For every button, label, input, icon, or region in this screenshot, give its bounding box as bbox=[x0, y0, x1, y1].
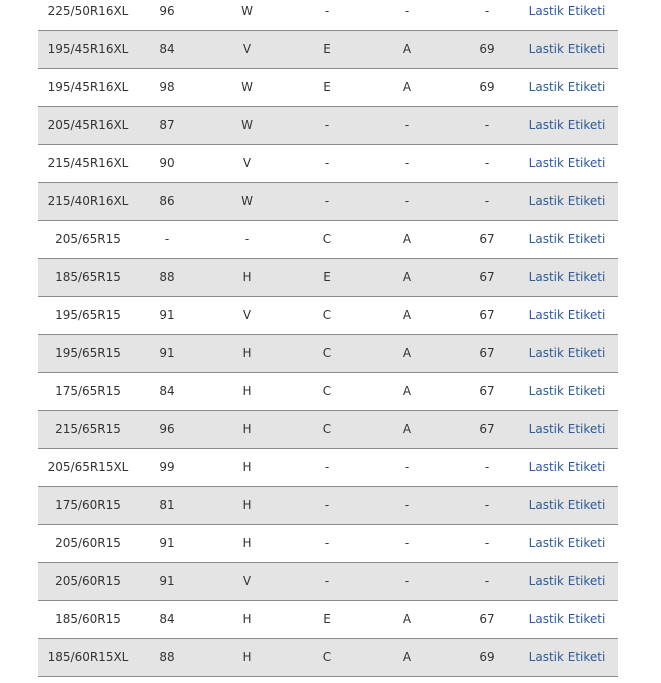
tire-size-cell: 225/50R16XL bbox=[47, 4, 129, 18]
fuel-efficiency-cell: C bbox=[322, 384, 332, 398]
wet-grip-cell: A bbox=[402, 308, 412, 322]
tire-label-link[interactable]: Lastik Etiketi bbox=[528, 384, 606, 398]
wet-grip-cell: A bbox=[402, 422, 412, 436]
noise-level-cell: 67 bbox=[479, 612, 495, 626]
load-index-cell: 96 bbox=[159, 4, 175, 18]
tire-label-cell bbox=[516, 487, 618, 524]
row-8 bbox=[38, 297, 618, 335]
speed-index-cell: H bbox=[242, 460, 252, 474]
tire-size-cell: 175/60R15 bbox=[55, 498, 121, 512]
speed-index-cell: H bbox=[242, 650, 252, 664]
load-index-cell: 96 bbox=[159, 422, 175, 436]
speed-index-cell: W bbox=[241, 4, 253, 18]
tire-size-cell: 205/65R15XL bbox=[47, 460, 129, 474]
wet-grip-cell: A bbox=[402, 232, 412, 246]
tire-label-link[interactable]: Lastik Etiketi bbox=[528, 80, 606, 94]
load-index-cell: 84 bbox=[159, 612, 175, 626]
tire-size-cell: 215/65R15 bbox=[55, 422, 121, 436]
wet-grip-cell: - bbox=[404, 118, 410, 132]
row-7 bbox=[38, 259, 618, 297]
row-2 bbox=[38, 69, 618, 107]
tire-label-cell bbox=[516, 411, 618, 448]
load-index-cell: 81 bbox=[159, 498, 175, 512]
speed-index-cell: V bbox=[242, 574, 252, 588]
load-index-cell: 91 bbox=[159, 346, 175, 360]
tire-size-cell: 195/45R16XL bbox=[47, 80, 129, 94]
noise-level-cell: - bbox=[484, 536, 490, 550]
load-index-cell: 87 bbox=[159, 118, 175, 132]
noise-level-cell: 67 bbox=[479, 384, 495, 398]
tire-label-link[interactable]: Lastik Etiketi bbox=[528, 536, 606, 550]
fuel-efficiency-cell: E bbox=[323, 80, 331, 94]
speed-index-cell: V bbox=[242, 156, 252, 170]
tire-label-link[interactable]: Lastik Etiketi bbox=[528, 498, 606, 512]
noise-level-cell: 67 bbox=[479, 422, 495, 436]
wet-grip-cell: A bbox=[402, 650, 412, 664]
tire-label-link[interactable]: Lastik Etiketi bbox=[528, 118, 606, 132]
tire-label-cell bbox=[516, 259, 618, 296]
tire-size-cell: 215/45R16XL bbox=[47, 156, 129, 170]
speed-index-cell: H bbox=[242, 384, 252, 398]
wet-grip-cell: A bbox=[402, 384, 412, 398]
tire-size-cell: 205/65R15 bbox=[55, 232, 121, 246]
noise-level-cell: 67 bbox=[479, 308, 495, 322]
noise-level-cell: 67 bbox=[479, 346, 495, 360]
speed-index-cell: - bbox=[244, 232, 250, 246]
load-index-cell: 88 bbox=[159, 650, 175, 664]
tire-size-cell: 195/65R15 bbox=[55, 346, 121, 360]
noise-level-cell: 69 bbox=[479, 42, 495, 56]
load-index-cell: 91 bbox=[159, 308, 175, 322]
wet-grip-cell: - bbox=[404, 574, 410, 588]
tire-label-cell bbox=[516, 563, 618, 600]
tire-size-cell: 185/65R15 bbox=[55, 270, 121, 284]
wet-grip-cell: - bbox=[404, 498, 410, 512]
tire-label-link[interactable]: Lastik Etiketi bbox=[528, 460, 606, 474]
fuel-efficiency-cell: C bbox=[322, 422, 332, 436]
wet-grip-cell: - bbox=[404, 194, 410, 208]
fuel-efficiency-cell: C bbox=[322, 346, 332, 360]
tire-table bbox=[38, 0, 618, 677]
fuel-efficiency-cell: - bbox=[324, 118, 330, 132]
tire-label-cell bbox=[516, 335, 618, 372]
tire-size-cell: 205/60R15 bbox=[55, 574, 121, 588]
speed-index-cell: H bbox=[242, 346, 252, 360]
tire-label-link[interactable]: Lastik Etiketi bbox=[528, 346, 606, 360]
tire-label-link[interactable]: Lastik Etiketi bbox=[528, 194, 606, 208]
load-index-cell: 91 bbox=[159, 536, 175, 550]
noise-level-cell: - bbox=[484, 118, 490, 132]
load-index-cell: 84 bbox=[159, 42, 175, 56]
tire-label-cell bbox=[516, 145, 618, 182]
row-11 bbox=[38, 411, 618, 449]
row-17 bbox=[38, 639, 618, 677]
tire-label-cell bbox=[516, 107, 618, 144]
noise-level-cell: 67 bbox=[479, 232, 495, 246]
wet-grip-cell: - bbox=[404, 156, 410, 170]
tire-label-cell bbox=[516, 601, 618, 638]
fuel-efficiency-cell: E bbox=[323, 270, 331, 284]
noise-level-cell: - bbox=[484, 194, 490, 208]
row-0 bbox=[38, 0, 618, 31]
row-16 bbox=[38, 601, 618, 639]
speed-index-cell: H bbox=[242, 498, 252, 512]
wet-grip-cell: A bbox=[402, 346, 412, 360]
load-index-cell: - bbox=[164, 232, 170, 246]
noise-level-cell: 67 bbox=[479, 270, 495, 284]
load-index-cell: 90 bbox=[159, 156, 175, 170]
row-5 bbox=[38, 183, 618, 221]
noise-level-cell: - bbox=[484, 4, 490, 18]
tire-size-cell: 205/45R16XL bbox=[47, 118, 129, 132]
wet-grip-cell: A bbox=[402, 42, 412, 56]
speed-index-cell: H bbox=[242, 536, 252, 550]
speed-index-cell: H bbox=[242, 270, 252, 284]
noise-level-cell: 69 bbox=[479, 650, 495, 664]
row-9 bbox=[38, 335, 618, 373]
fuel-efficiency-cell: - bbox=[324, 460, 330, 474]
tire-label-cell bbox=[516, 639, 618, 676]
fuel-efficiency-cell: - bbox=[324, 156, 330, 170]
wet-grip-cell: A bbox=[402, 80, 412, 94]
fuel-efficiency-cell: C bbox=[322, 308, 332, 322]
tire-label-link[interactable]: Lastik Etiketi bbox=[528, 650, 606, 664]
row-6 bbox=[38, 221, 618, 259]
row-10 bbox=[38, 373, 618, 411]
tire-label-cell bbox=[516, 31, 618, 68]
row-14 bbox=[38, 525, 618, 563]
tire-label-cell bbox=[516, 221, 618, 258]
tire-size-cell: 215/40R16XL bbox=[47, 194, 129, 208]
wet-grip-cell: A bbox=[402, 612, 412, 626]
row-13 bbox=[38, 487, 618, 525]
tire-label-link[interactable]: Lastik Etiketi bbox=[528, 612, 606, 626]
tire-label-link[interactable]: Lastik Etiketi bbox=[528, 4, 606, 18]
fuel-efficiency-cell: E bbox=[323, 42, 331, 56]
tire-label-link[interactable]: Lastik Etiketi bbox=[528, 270, 606, 284]
tire-label-cell bbox=[516, 525, 618, 562]
wet-grip-cell: A bbox=[402, 270, 412, 284]
wet-grip-cell: - bbox=[404, 536, 410, 550]
speed-index-cell: V bbox=[242, 308, 252, 322]
fuel-efficiency-cell: C bbox=[322, 232, 332, 246]
tire-size-cell: 185/60R15 bbox=[55, 612, 121, 626]
tire-label-cell bbox=[516, 373, 618, 410]
fuel-efficiency-cell: - bbox=[324, 194, 330, 208]
tire-size-cell: 195/65R15 bbox=[55, 308, 121, 322]
tire-label-cell bbox=[516, 183, 618, 220]
tire-label-link[interactable]: Lastik Etiketi bbox=[528, 574, 606, 588]
fuel-efficiency-cell: E bbox=[323, 612, 331, 626]
noise-level-cell: - bbox=[484, 498, 490, 512]
speed-index-cell: H bbox=[242, 612, 252, 626]
noise-level-cell: - bbox=[484, 156, 490, 170]
fuel-efficiency-cell: - bbox=[324, 574, 330, 588]
fuel-efficiency-cell: - bbox=[324, 536, 330, 550]
tire-label-cell bbox=[516, 297, 618, 334]
row-3 bbox=[38, 107, 618, 145]
load-index-cell: 84 bbox=[159, 384, 175, 398]
wet-grip-cell: - bbox=[404, 4, 410, 18]
fuel-efficiency-cell: - bbox=[324, 498, 330, 512]
speed-index-cell: W bbox=[241, 118, 253, 132]
speed-index-cell: W bbox=[241, 80, 253, 94]
tire-label-link[interactable]: Lastik Etiketi bbox=[528, 156, 606, 170]
row-4 bbox=[38, 145, 618, 183]
tire-label-cell bbox=[516, 449, 618, 486]
tire-size-cell: 175/65R15 bbox=[55, 384, 121, 398]
speed-index-cell: H bbox=[242, 422, 252, 436]
tire-label-link[interactable]: Lastik Etiketi bbox=[528, 232, 606, 246]
tire-label-cell bbox=[516, 0, 618, 30]
tire-size-cell: 205/60R15 bbox=[55, 536, 121, 550]
row-15 bbox=[38, 563, 618, 601]
tire-size-cell: 185/60R15XL bbox=[47, 650, 129, 664]
tire-label-cell bbox=[516, 69, 618, 106]
tire-size-cell: 195/45R16XL bbox=[47, 42, 129, 56]
tire-label-link[interactable]: Lastik Etiketi bbox=[528, 422, 606, 436]
noise-level-cell: 69 bbox=[479, 80, 495, 94]
tire-label-link[interactable]: Lastik Etiketi bbox=[528, 308, 606, 322]
noise-level-cell: - bbox=[484, 460, 490, 474]
fuel-efficiency-cell: C bbox=[322, 650, 332, 664]
load-index-cell: 88 bbox=[159, 270, 175, 284]
speed-index-cell: W bbox=[241, 194, 253, 208]
load-index-cell: 99 bbox=[159, 460, 175, 474]
load-index-cell: 98 bbox=[159, 80, 175, 94]
row-1 bbox=[38, 31, 618, 69]
wet-grip-cell: - bbox=[404, 460, 410, 474]
tire-label-link[interactable]: Lastik Etiketi bbox=[528, 42, 606, 56]
load-index-cell: 86 bbox=[159, 194, 175, 208]
load-index-cell: 91 bbox=[159, 574, 175, 588]
noise-level-cell: - bbox=[484, 574, 490, 588]
fuel-efficiency-cell: - bbox=[324, 4, 330, 18]
row-12 bbox=[38, 449, 618, 487]
speed-index-cell: V bbox=[242, 42, 252, 56]
